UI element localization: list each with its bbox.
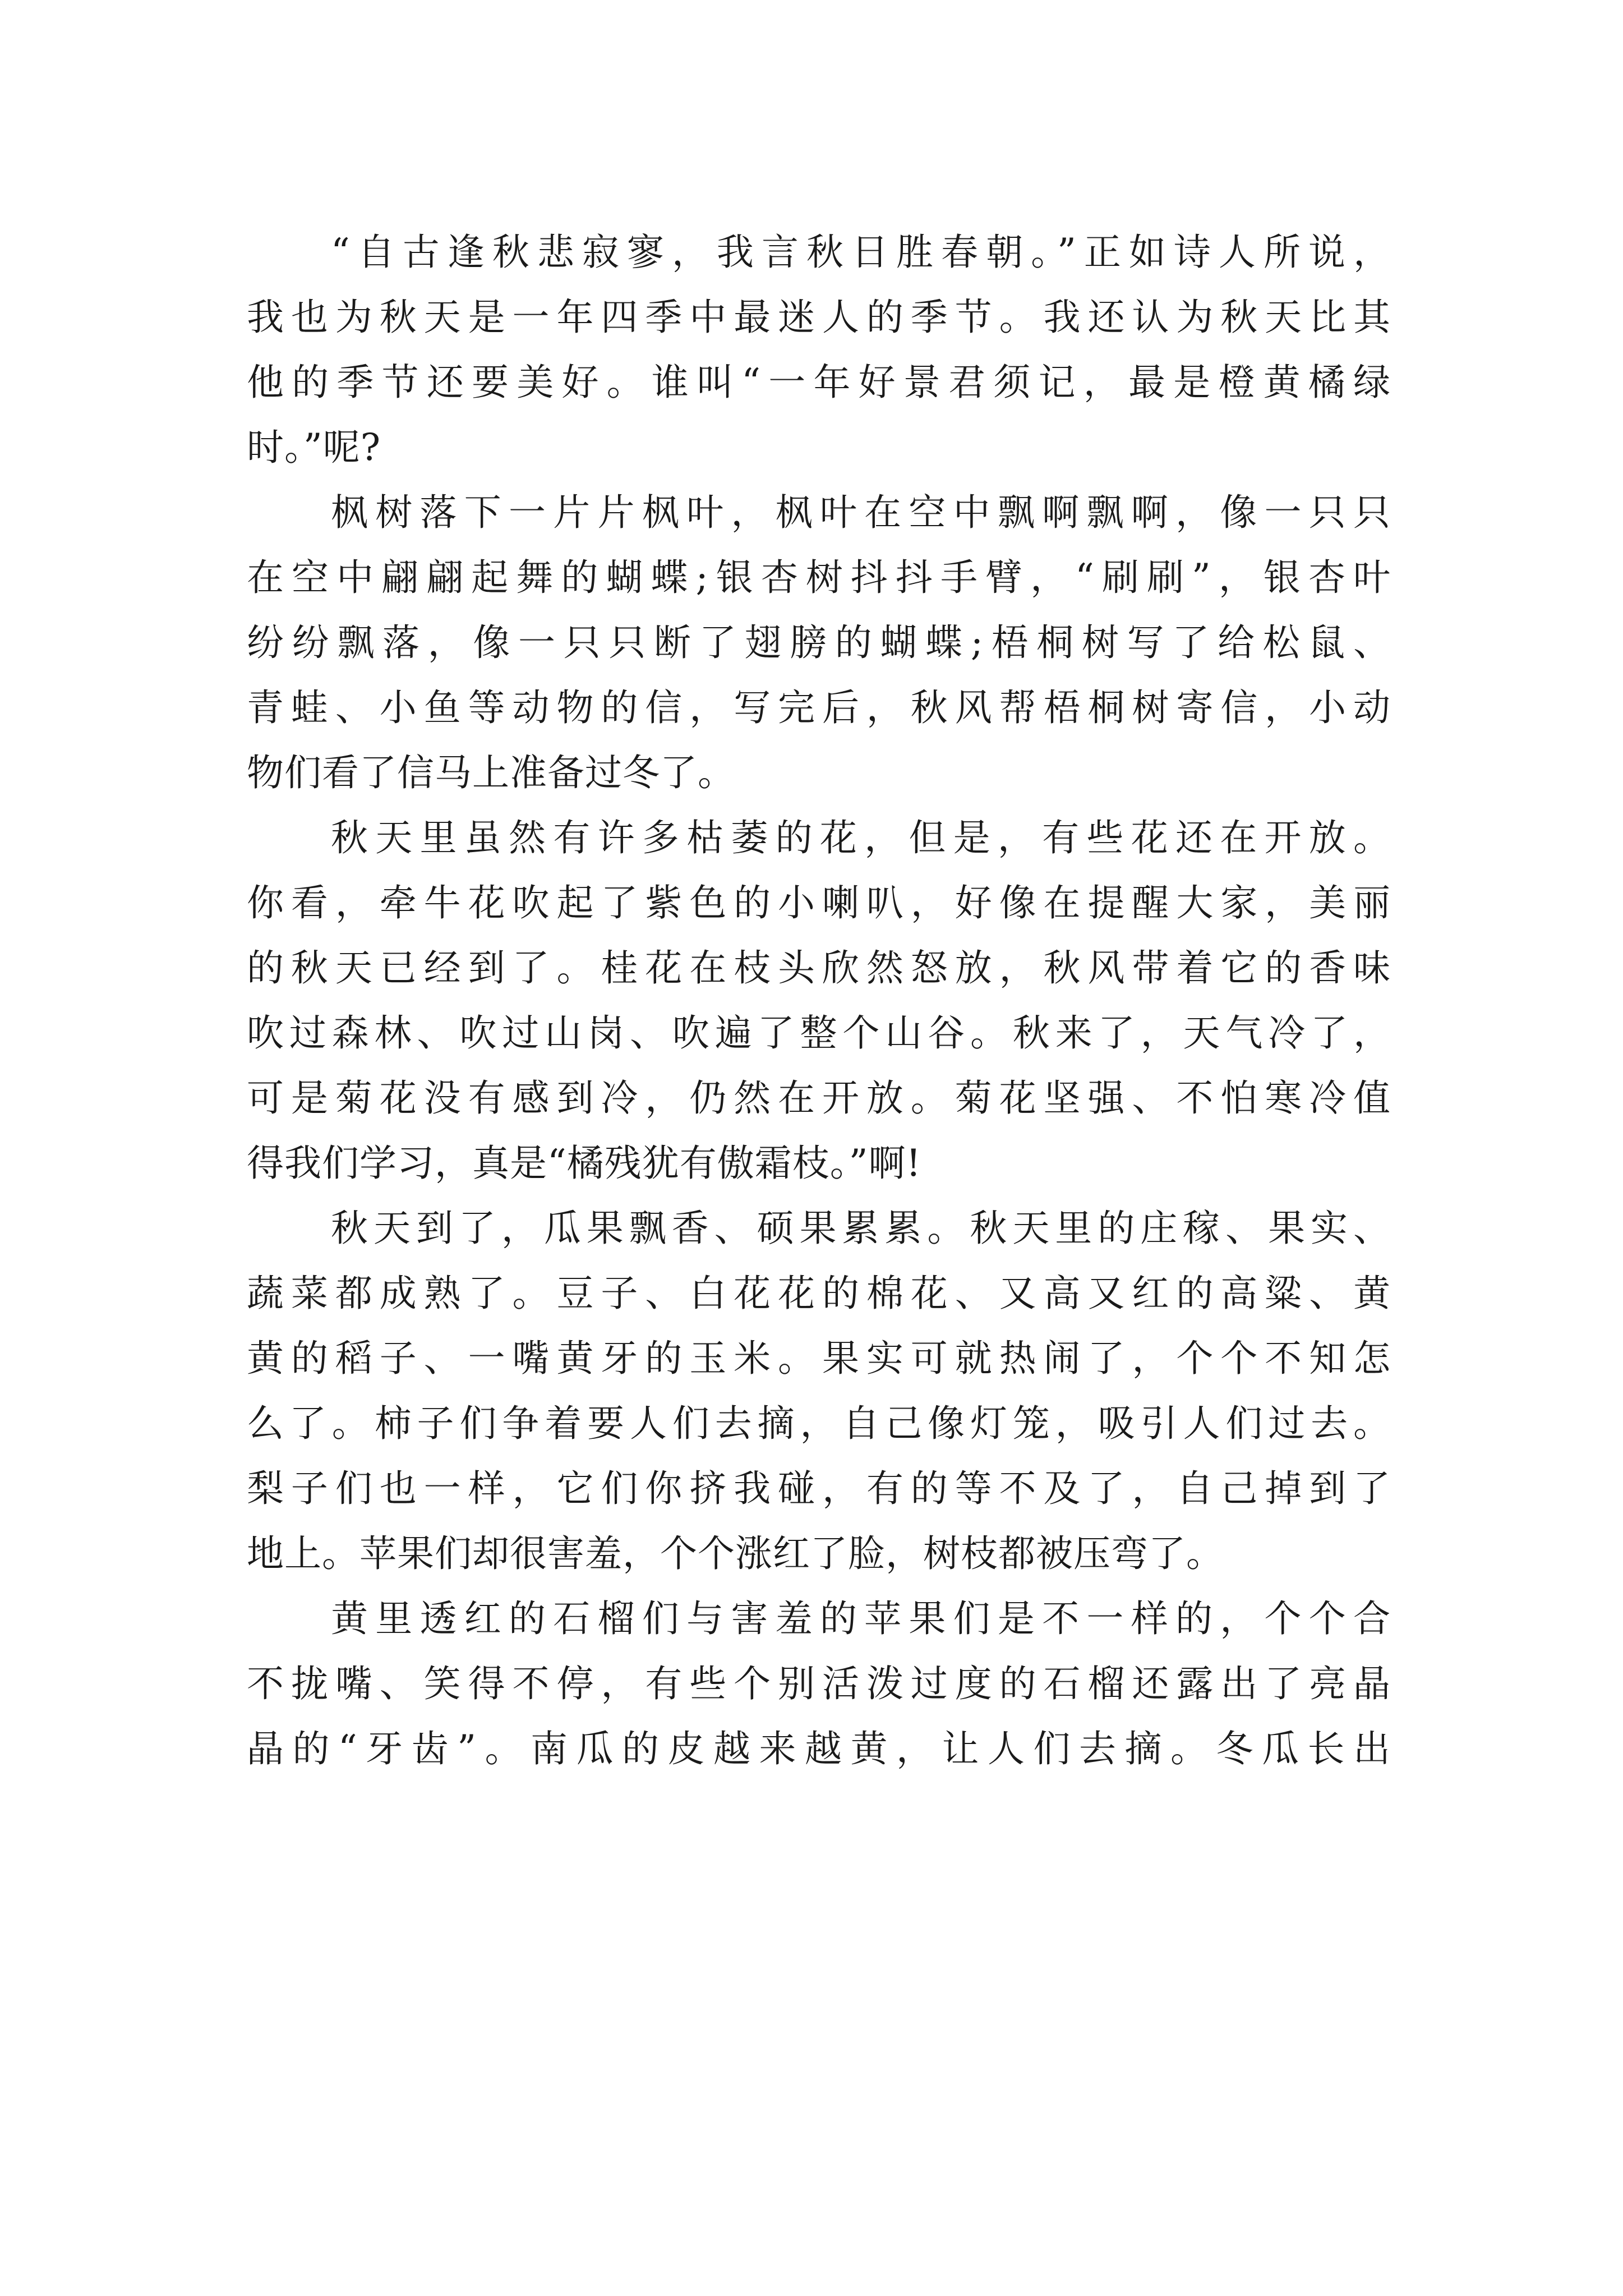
paragraph-3-line-3: 的秋天已经到了。桂花在枝头欣然怒放，秋风带着它的香味: [247, 946, 1391, 990]
paragraph-4-line-2: 蔬菜都成熟了。豆子、白花花的棉花、又高又红的高粱、黄: [247, 1272, 1391, 1315]
paragraph-1-line-3: 他的季节还要美好。谁叫“一年好景君须记，最是橙黄橘绿: [247, 361, 1391, 404]
paragraph-4-line-4: 么了。柿子们争着要人们去摘，自己像灯笼，吸引人们过去。: [247, 1402, 1391, 1445]
paragraph-2-line-2: 在空中翩翩起舞的蝴蝶;银杏树抖抖手臂，“刷刷”，银杏叶: [247, 556, 1391, 599]
paragraph-1-line-1: “自古逢秋悲寂寥，我言秋日胜春朝。”正如诗人所说，: [331, 231, 1391, 274]
essay-body: [247, 220, 1391, 1782]
paragraph-3-line-2: 你看，牵牛花吹起了紫色的小喇叭，好像在提醒大家，美丽: [247, 881, 1391, 924]
paragraph-4-line-5: 梨子们也一样，它们你挤我碰，有的等不及了，自己掉到了: [247, 1467, 1391, 1510]
paragraph-4-line-1: 秋天到了，瓜果飘香、硕果累累。秋天里的庄稼、果实、: [331, 1207, 1391, 1250]
paragraph-2-line-1: 枫树落下一片片枫叶，枫叶在空中飘啊飘啊，像一只只: [331, 491, 1391, 534]
paragraph-4-line-3: 黄的稻子、一嘴黄牙的玉米。果实可就热闹了，个个不知怎: [247, 1337, 1391, 1380]
paragraph-2-line-5: 物们看了信马上准备过冬了。: [247, 751, 735, 794]
paragraph-3-line-1: 秋天里虽然有许多枯萎的花，但是，有些花还在开放。: [331, 816, 1391, 859]
paragraph-4-line-6: 地上。苹果们却很害羞，个个涨红了脸，树枝都被压弯了。: [247, 1532, 1224, 1575]
paragraph-3-line-6: 得我们学习，真是“橘残犹有傲霜枝。”啊!: [247, 1142, 922, 1185]
paragraph-2-line-4: 青蛙、小鱼等动物的信，写完后，秋风帮梧桐树寄信，小动: [247, 686, 1391, 729]
paragraph-5-line-1: 黄里透红的石榴们与害羞的苹果们是不一样的，个个合: [331, 1597, 1391, 1640]
paragraph-5-line-2: 不拢嘴、笑得不停，有些个别活泼过度的石榴还露出了亮晶: [247, 1662, 1391, 1705]
paragraph-5-line-3: 晶的“牙齿”。南瓜的皮越来越黄，让人们去摘。冬瓜长出: [247, 1727, 1391, 1770]
paragraph-1-line-2: 我也为秋天是一年四季中最迷人的季节。我还认为秋天比其: [247, 296, 1391, 339]
paragraph-2-line-3: 纷纷飘落，像一只只断了翅膀的蝴蝶;梧桐树写了给松鼠、: [247, 621, 1391, 664]
paragraph-1-line-4: 时。”呢?: [247, 426, 381, 469]
paragraph-3-line-5: 可是菊花没有感到冷，仍然在开放。菊花坚强、不怕寒冷值: [247, 1076, 1391, 1120]
paragraph-3-line-4: 吹过森林、吹过山岗、吹遍了整个山谷。秋来了，天气冷了，: [247, 1011, 1391, 1055]
